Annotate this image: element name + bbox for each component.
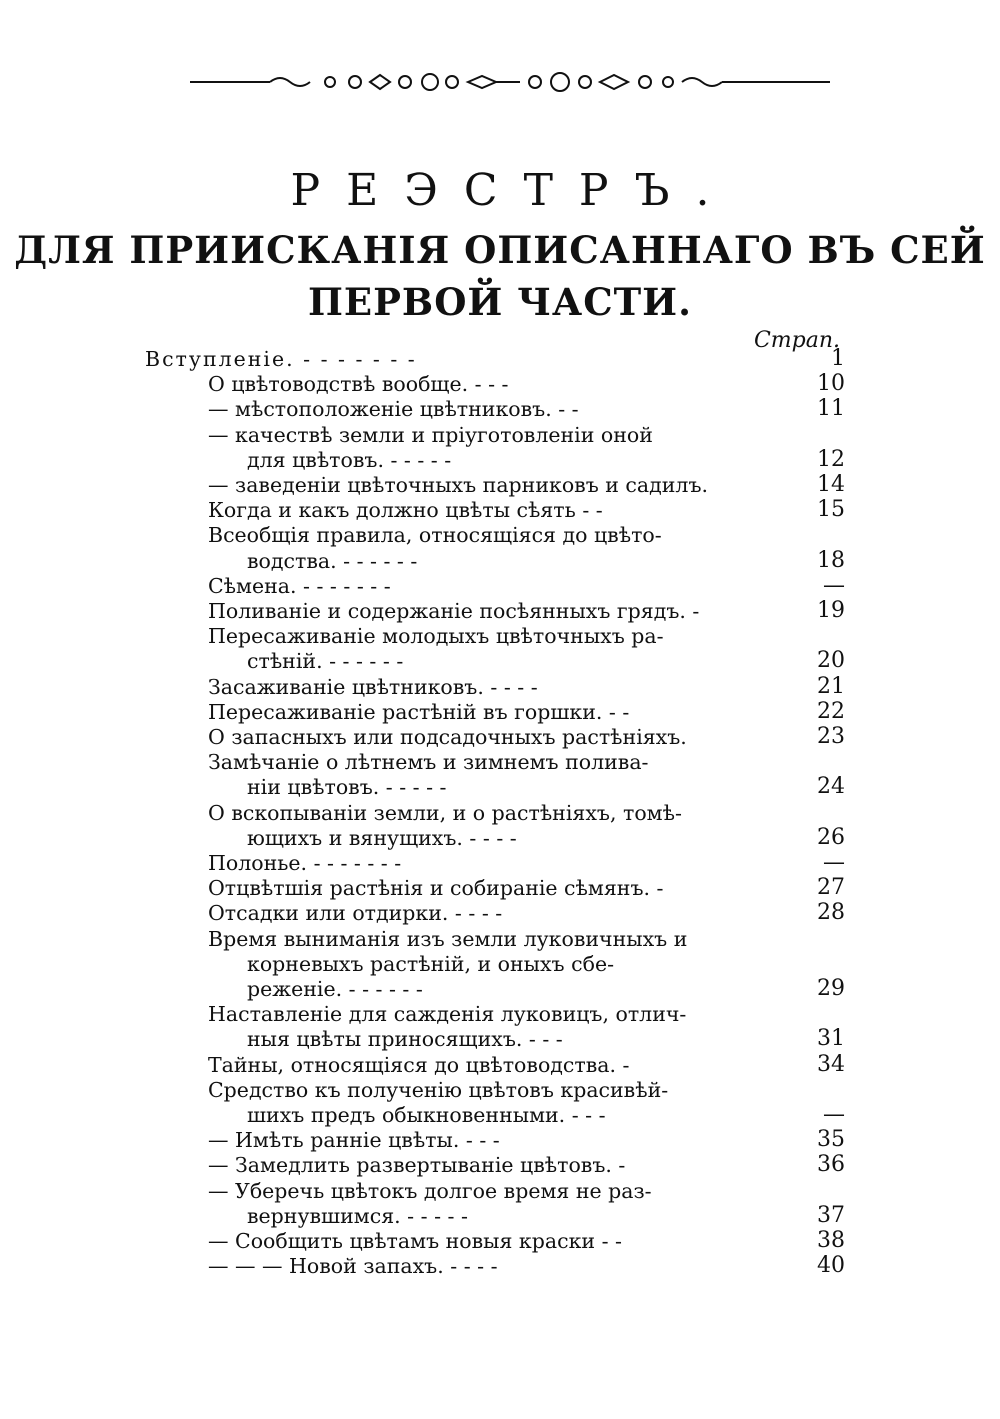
toc-page-number: 21 xyxy=(817,673,845,699)
toc-page-number: 18 xyxy=(817,547,845,573)
toc-page-number: 35 xyxy=(817,1127,845,1153)
toc-entry-text: — мѣстоположеніе цвѣтниковъ. - - xyxy=(208,397,579,422)
toc-entry-text: Отсадки или отдирки. - - - - xyxy=(208,901,503,926)
toc-page-number: 36 xyxy=(817,1152,845,1178)
toc-entry-text: вернувшимся. - - - - - xyxy=(247,1203,468,1228)
toc-entry-text: — Сообщить цвѣтамъ новыя краски - - xyxy=(208,1229,622,1253)
toc-page-number: — xyxy=(823,850,845,875)
toc-entry-text: ніи цвѣтовъ. - - - - - xyxy=(247,775,447,800)
toc-page-number: 14 xyxy=(817,472,845,497)
toc-entry-text: ющихъ и вянущихъ. - - - - xyxy=(247,825,517,850)
toc-page-number: 31 xyxy=(817,1026,845,1052)
toc-entry-text: Поливаніе и содержаніе посѣянныхъ грядъ. - xyxy=(208,599,700,623)
toc-page-number: 12 xyxy=(817,446,845,472)
toc-entry-text: Пересаживаніе растѣній въ горшки. - - xyxy=(208,699,630,724)
subtitle-line-1: ДЛЯ ПРИИСКАНІЯ ОПИСАННАГО ВЪ СЕЙ xyxy=(14,228,986,272)
toc-page-number: 38 xyxy=(817,1228,845,1253)
toc-entry-text: стѣній. - - - - - - xyxy=(247,649,404,674)
toc-page-number: — xyxy=(823,572,845,598)
toc-entry-text: Замѣчаніе о лѣтнемъ и зимнемъ полива- xyxy=(208,750,649,775)
toc-entry-text: Отцвѣтшія растѣнія и собираніе сѣмянъ. - xyxy=(208,876,664,901)
subtitle-line-2: ПЕРВОЙ ЧАСТИ. xyxy=(307,280,693,324)
toc-entry-text: Пересаживаніе молодыхъ цвѣточныхъ ра- xyxy=(208,624,664,649)
toc-entry-text: — Уберечь цвѣтокъ долгое время не раз- xyxy=(208,1178,652,1203)
toc-page-number: 15 xyxy=(817,497,845,523)
toc-entry-text: — — — Новой запахъ. - - - - xyxy=(208,1254,498,1279)
toc-page-number: 24 xyxy=(817,774,845,800)
toc-entry-text: О запасныхъ или подсадочныхъ растѣніяхъ. xyxy=(208,725,687,749)
toc-page-number: 40 xyxy=(817,1253,845,1279)
toc-page-number: 22 xyxy=(817,698,845,724)
toc-page-number: 19 xyxy=(817,598,845,623)
toc-entry-text: — Имѣть ранніе цвѣты. - - - xyxy=(208,1128,500,1153)
ornament-divider xyxy=(190,70,830,94)
toc-page-number: — xyxy=(823,1102,845,1127)
toc-entry-text: Время выниманія изъ земли луковичныхъ и xyxy=(208,926,688,951)
toc-entry-text: — Замедлить развертываніе цвѣтовъ. - xyxy=(208,1153,626,1178)
toc-entry-text: шихъ предъ обыкновенными. - - - xyxy=(247,1103,606,1127)
toc-entry-text: Средство къ полученію цвѣтовъ красивѣй- xyxy=(208,1077,669,1102)
toc-page-number: 23 xyxy=(817,724,845,749)
toc-page-number: 28 xyxy=(817,900,845,926)
toc-entry-text: Всеобщія правила, относящіяся до цвѣто- xyxy=(208,523,662,548)
toc-entry-text: для цвѣтовъ. - - - - - xyxy=(247,447,452,472)
toc-entry-text: О вскопываніи земли, и о растѣніяхъ, томѣ- xyxy=(208,800,682,825)
toc-entry-text: корневыхъ растѣній, и оныхъ сбе- xyxy=(247,951,614,976)
toc-entry-text: — заведеніи цвѣточныхъ парниковъ и садилъ. xyxy=(208,473,709,497)
toc-entry-text: Полонье. - - - - - - - xyxy=(208,851,402,875)
toc-page-number: 20 xyxy=(817,648,845,674)
toc-entry-text: ныя цвѣты приносящихъ. - - - xyxy=(247,1027,563,1052)
page-column-label: Страп. xyxy=(753,328,840,353)
toc-entry-text: Сѣмена. - - - - - - - xyxy=(208,573,391,598)
toc-entry-text: — качествѣ земли и пріуготовленіи оной xyxy=(208,422,653,447)
toc-entry-text: Тайны, относящіяся до цвѣтоводства. - xyxy=(208,1052,630,1077)
toc-entry-text: О цвѣтоводствѣ вообще. - - - xyxy=(208,372,509,397)
toc-entry-text: Засаживаніе цвѣтниковъ. - - - - xyxy=(208,674,538,699)
toc-entry-text: водства. - - - - - - xyxy=(247,548,418,573)
toc-entry-text: реженіе. - - - - - - xyxy=(247,977,423,1001)
toc-entry-text: Вступленіе. - - - - - - - xyxy=(145,347,417,371)
toc-entry-text: Наставленіе для сажденія луковицъ, отлич- xyxy=(208,1002,687,1027)
toc-page-number: 1 xyxy=(831,346,845,371)
toc-page-number: 27 xyxy=(817,875,845,901)
toc-page-number: 26 xyxy=(817,824,845,850)
toc-page-number: 10 xyxy=(817,371,845,397)
table-of-contents xyxy=(0,340,1000,1340)
toc-entry-text: Когда и какъ должно цвѣты сѣять - - xyxy=(208,498,603,523)
page-title: РЕЭСТРЪ. xyxy=(290,165,736,216)
toc-page-number: 34 xyxy=(817,1051,845,1077)
toc-page-number: 37 xyxy=(817,1202,845,1228)
toc-page-number: 11 xyxy=(817,396,845,422)
toc-page-number: 29 xyxy=(817,976,845,1001)
